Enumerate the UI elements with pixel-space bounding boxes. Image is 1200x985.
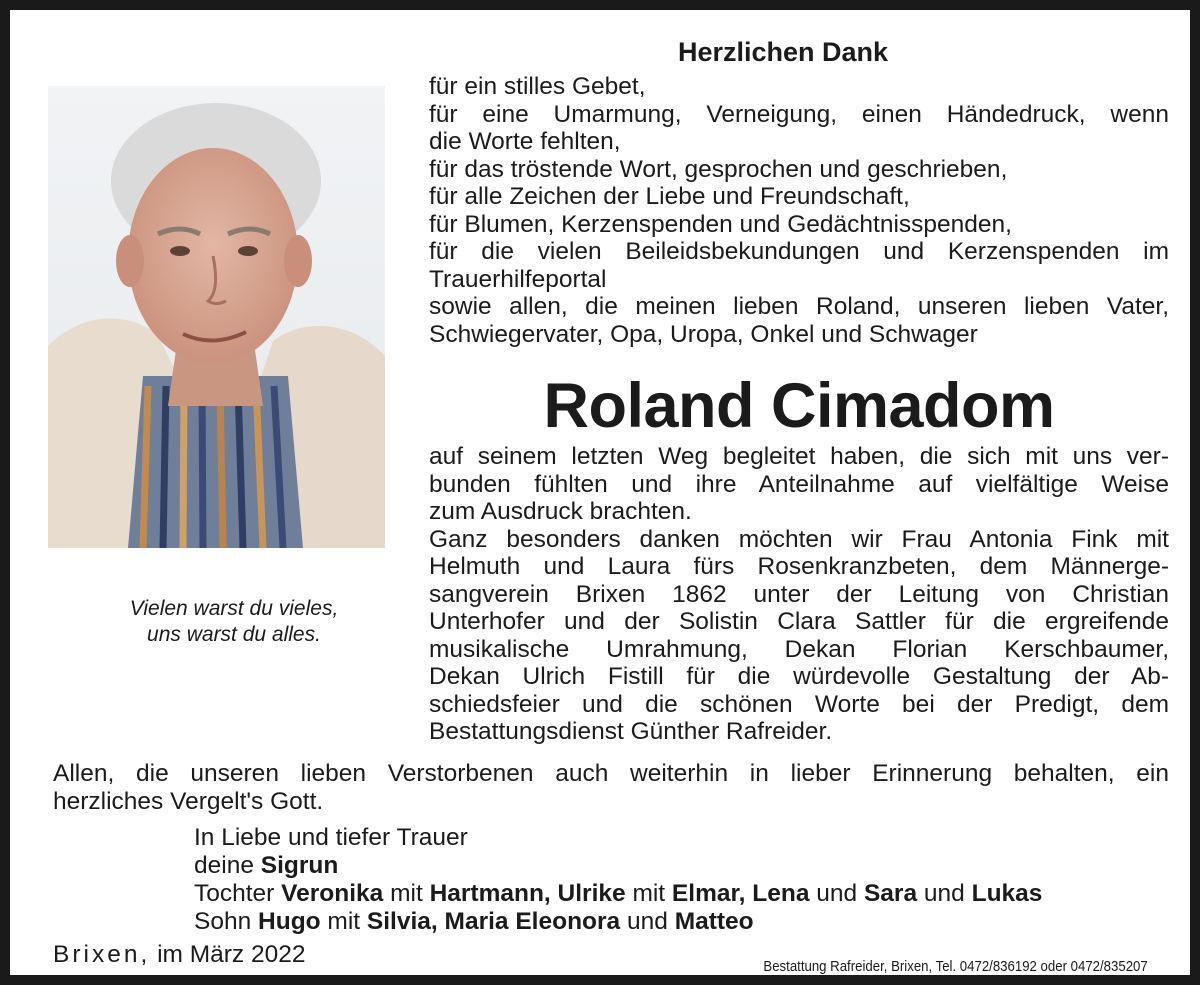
signature-text: Tochter	[194, 880, 282, 907]
signature-text: und	[620, 908, 675, 935]
portrait-photo	[48, 86, 385, 548]
signature-text: Sohn	[194, 908, 259, 935]
text-line: zum Ausdruck brachten.	[429, 498, 692, 525]
heading: Herzlichen Dank	[678, 37, 889, 67]
text-line: Schwiegervater, Opa, Uropa, Onkel und Schwager	[429, 320, 978, 348]
text-line: auf seinem letzten Weg begleitet haben, die sich mit uns ver-	[429, 443, 1169, 470]
text-line: schiedsfeier und die schönen Worte bei der Predigt, dem	[429, 690, 1169, 718]
thanks-text	[429, 73, 1169, 348]
family-name: Matteo	[674, 908, 754, 935]
signature-text: mit	[320, 908, 367, 935]
family-name: Silvia, Maria Eleonora	[366, 908, 621, 935]
text-line: für eine Umarmung, Verneigung, einen Händedruck, wenn	[429, 100, 1169, 128]
spouse-name: Sigrun	[260, 852, 339, 879]
place: Brixen,	[53, 941, 151, 968]
photo-caption	[48, 596, 420, 648]
text-line: für ein stilles Gebet,	[429, 73, 646, 100]
text-line: die Worte fehlten,	[429, 128, 621, 155]
text-line: für alle Zeichen der Liebe und Freundschaft,	[429, 183, 910, 210]
acknowledgement-text	[429, 443, 1169, 746]
text-line: sowie allen, die meinen lieben Roland, unseren lieben Vater,	[429, 293, 1169, 320]
text-line: herzliches Vergelt's Gott.	[53, 788, 324, 815]
date: im März 2022	[150, 941, 306, 968]
closing-text	[53, 760, 1169, 816]
signature-text: mit	[625, 880, 672, 907]
family-name: Hugo	[258, 908, 321, 935]
text-line: Helmuth und Laura fürs Rosenkranzbeten, dem Männerge-	[429, 553, 1169, 580]
funeral-home-contact: Bestattung Rafreider, Brixen, Tel. 0472/836192 oder 0472/835207	[763, 958, 1148, 975]
text-line: für Blumen, Kerzenspenden und Gedächtnisspenden,	[429, 210, 1012, 238]
family-name: Elmar, Lena	[671, 880, 810, 907]
deceased-name: Roland Cimadom	[543, 371, 1055, 441]
text-line: Trauerhilfeportal	[429, 265, 607, 293]
family-name: Hartmann, Ulrike	[429, 880, 626, 907]
text-line: musikalische Umrahmung, Dekan Florian Kerschbaumer,	[429, 635, 1169, 663]
text-line: bunden fühlten und ihre Anteilnahme auf vielfältige Weise	[429, 470, 1169, 498]
text-line: Bestattungsdienst Günther Rafreider.	[429, 718, 833, 745]
text-line: Allen, die unseren lieben Verstorbenen auch weiterhin in lieber Erinnerung behalten, ein	[53, 760, 1169, 787]
signature-spouse	[194, 852, 1042, 880]
text-line: sangverein Brixen 1862 unter der Leitung von Christian	[429, 580, 1169, 608]
caption-line: uns warst du alles.	[147, 623, 321, 646]
family-name: Sara	[863, 880, 918, 907]
text-line: Unterhofer und der Solistin Clara Sattler für die ergreifende	[429, 608, 1169, 635]
text-line: für das tröstende Wort, gesprochen und geschrieben,	[429, 155, 1008, 183]
signature-text: und	[917, 880, 972, 907]
text-line: für die vielen Beileidsbekundungen und Kerzenspenden im	[429, 238, 1169, 265]
signature-block	[194, 824, 1042, 936]
portrait-illustration	[48, 86, 385, 548]
signature-son-line	[194, 908, 1042, 936]
signature-text: mit	[383, 880, 430, 907]
signature-daughter-line	[194, 880, 1042, 908]
signature-intro: In Liebe und tiefer Trauer	[194, 824, 468, 851]
text-line: Ganz besonders danken möchten wir Frau Antonia Fink mit	[429, 525, 1169, 553]
text-line: Dekan Ulrich Fistill für die würdevolle Gestaltung der Ab-	[429, 663, 1169, 690]
place-date	[53, 940, 305, 970]
family-name: Veronika	[281, 880, 384, 907]
family-name: Lukas	[971, 880, 1043, 907]
signature-text: und	[809, 880, 864, 907]
caption-line: Vielen warst du vieles,	[129, 597, 339, 620]
spouse-prefix: deine	[194, 852, 261, 879]
